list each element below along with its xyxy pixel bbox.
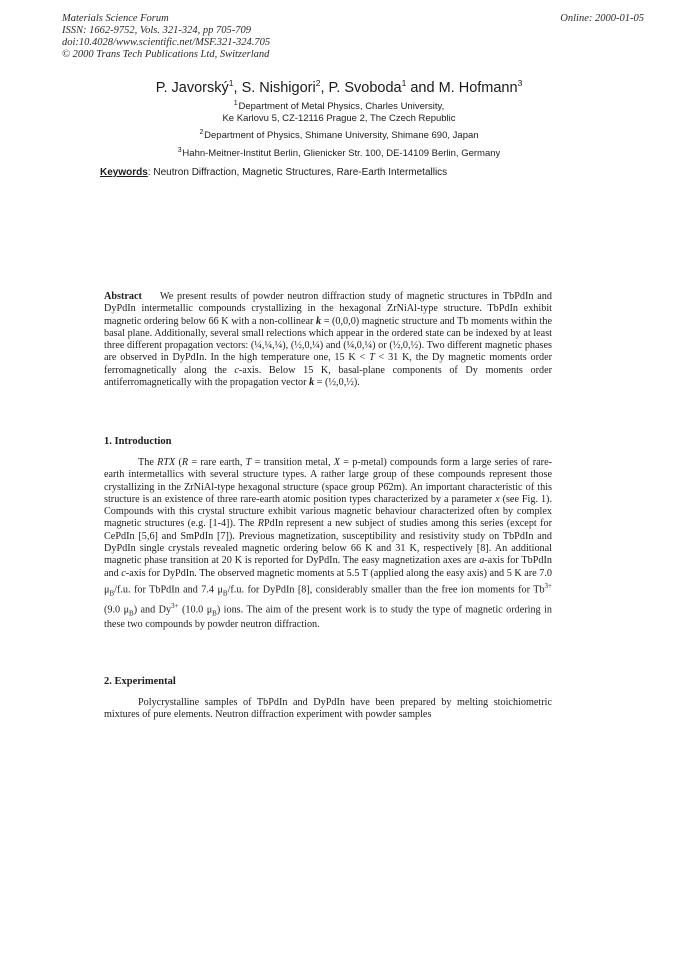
abstract-text: = (0,0,0) magnetic structure and Tb moments within the basal plane. Additionally, several small relections which appear in the ordered state can be indexed by at least three different propagation vectors: (¼,¼,¼), (½,0,¼) and (¼,0,¼) or (½,0,½). Two different magnetic phases are observed in DyPdIn. In the high temperature one, 15 K < [104, 315, 552, 364]
body-var: x [495, 493, 500, 505]
affil-sup: 1 [233, 100, 238, 107]
body-text: (9.0 μ [104, 604, 130, 616]
affil-text: Hahn-Meitner-Institut Berlin, Glienicker Str. 100, DE-14109 Berlin, Germany [182, 148, 501, 160]
body-var: T [245, 457, 252, 468]
body-symbol: 6̄ [383, 481, 389, 493]
affil-text: Department of Physics, Shimane University, Shimane 690, Japan [204, 130, 479, 142]
affil-sup: 3 [177, 147, 182, 154]
body-var: a [479, 555, 485, 567]
abstract-var: T [369, 352, 375, 364]
keywords-colon: : [147, 167, 151, 178]
section-heading-experimental: 2. Experimental [104, 676, 176, 687]
body-text: (see Fig. 1). Compounds with this crystal structure exhibit various magnetic behaviour characterized often by complex magnetic structures (e.g. [1-4]). The [104, 493, 552, 530]
author-affil-sup: 3 [517, 78, 523, 88]
issn-line: ISSN: 1662-9752, Vols. 321-324, pp 705-709 [62, 25, 251, 36]
online-date: Online: 2000-01-05 [560, 13, 644, 24]
affil-text: Department of Metal Physics, Charles University, [238, 101, 445, 113]
experimental-paragraph: Polycrystalline samples of TbPdIn and DyPdIn have been prepared by melting stoichiometric mixtures of pure elements. Neutron diffraction experiment with powder samples [104, 697, 552, 721]
affiliation-1 [0, 98, 678, 125]
body-var: c [121, 567, 126, 579]
author-separator: , [320, 79, 329, 96]
introduction-paragraph [104, 457, 552, 632]
abstract-text: -axis. Below 15 K, basal-plane components of Dy moments order antiferromagnetically with the propagation vector [104, 364, 552, 389]
keywords [100, 167, 447, 178]
keywords-label: Keywords [100, 167, 148, 178]
body-text: /f.u. for TbPdIn and 7.4 μ [114, 584, 223, 596]
copyright-line: © 2000 Trans Tech Publications Ltd, Switzerland [62, 49, 270, 60]
body-var: R [181, 457, 189, 468]
affil-sup: 2 [199, 129, 204, 136]
keywords-text: Neutron Diffraction, Magnetic Structures, Rare-Earth Intermetallics [150, 167, 448, 178]
body-text: ( [175, 457, 182, 468]
abstract-var: k [309, 377, 315, 389]
body-text: 2m). An important characteristic of this structure is an existence of three rare-earth atomic position types characterized by a parameter [104, 481, 552, 505]
body-text: The [138, 457, 158, 468]
doi-line: doi:10.4028/www.scientific.net/MSF.321-324.705 [62, 37, 271, 48]
author-name: S. Nishigori [241, 79, 316, 96]
affiliation-3 [0, 145, 678, 160]
journal-name: Materials Science Forum [62, 13, 169, 24]
author-name: P. Svoboda [328, 79, 402, 96]
body-text: = p-metal) compounds form a large series of rare-earth intermetallics with several structure types. A rather large group of these compounds represent those crystallizing in the ZrNiAl-type hexagonal structure (space group P [104, 457, 552, 493]
body-sup: 3+ [544, 581, 552, 590]
body-var: R [257, 518, 264, 530]
body-text: ) and Dy [133, 604, 172, 616]
body-text: PdIn represent a new subject of studies among this series (except for CePdIn [5,6] and SmPdIn [7]). Previous magnetization, susceptibility and resistivity study on TbPdIn and DyPdIn single crystals revealed magnetic ordering below 66 K and 31 K, respectively [8]. An additional magnetic phase transition at 20 K is reported for DyPdIn. The easy magnetization axes are [104, 518, 552, 567]
journal-header [62, 13, 270, 61]
body-sub: B [222, 589, 228, 598]
body-var: X [333, 457, 341, 468]
author-list [0, 78, 678, 96]
author-name: M. Hofmann [438, 79, 518, 96]
body-sub: B [212, 609, 217, 618]
author-and: and [406, 79, 439, 96]
affil-text: Ke Karlovu 5, CZ-12116 Prague 2, The Czech Republic [222, 113, 456, 125]
body-var: RTX [157, 457, 176, 468]
body-text: = transition metal, [251, 457, 334, 468]
author-separator: , [233, 79, 242, 96]
affiliation-2 [0, 127, 678, 142]
abstract-label: Abstract [104, 291, 142, 302]
author-affil-sup: 1 [401, 78, 407, 88]
body-sub: B [109, 589, 115, 598]
body-text: -axis for TbPdIn and [104, 555, 552, 579]
author-affil-sup: 1 [228, 78, 234, 88]
author-name: P. Javorský [155, 79, 229, 96]
body-text: (10.0 μ [178, 604, 213, 616]
abstract-text: = (½,0,½). [314, 377, 360, 389]
abstract-var: k [316, 315, 322, 327]
body-text: ) ions. The aim of the present work is to study the type of magnetic ordering in these two compounds by powder neutron diffraction. [104, 604, 552, 631]
body-text: /f.u. for DyPdIn [8], considerably smaller than the free ion moments for Tb [227, 584, 545, 596]
abstract-text: We present results of powder neutron diffraction study of magnetic structures in TbPdIn and DyPdIn intermetallic compounds crystallizing in the hexagonal ZrNiAl-type structure. TbPdIn exhibit magnetic ordering below 66 K with a non-collinear [104, 291, 552, 327]
body-sub: B [129, 609, 134, 618]
section-heading-introduction: 1. Introduction [104, 436, 172, 447]
abstract-var: c [234, 364, 239, 376]
abstract-text: < 31 K, the Dy magnetic moments order ferromagnetically along the [104, 352, 552, 376]
body-sup: 3+ [171, 601, 179, 610]
body-text: = rare earth, [188, 457, 246, 468]
abstract [104, 291, 552, 389]
author-affil-sup: 2 [315, 78, 321, 88]
body-text: -axis for DyPdIn. The observed magnetic moments at 5.5 T (applied along the easy axis) and 5 K are 7.0 μ [104, 567, 552, 596]
